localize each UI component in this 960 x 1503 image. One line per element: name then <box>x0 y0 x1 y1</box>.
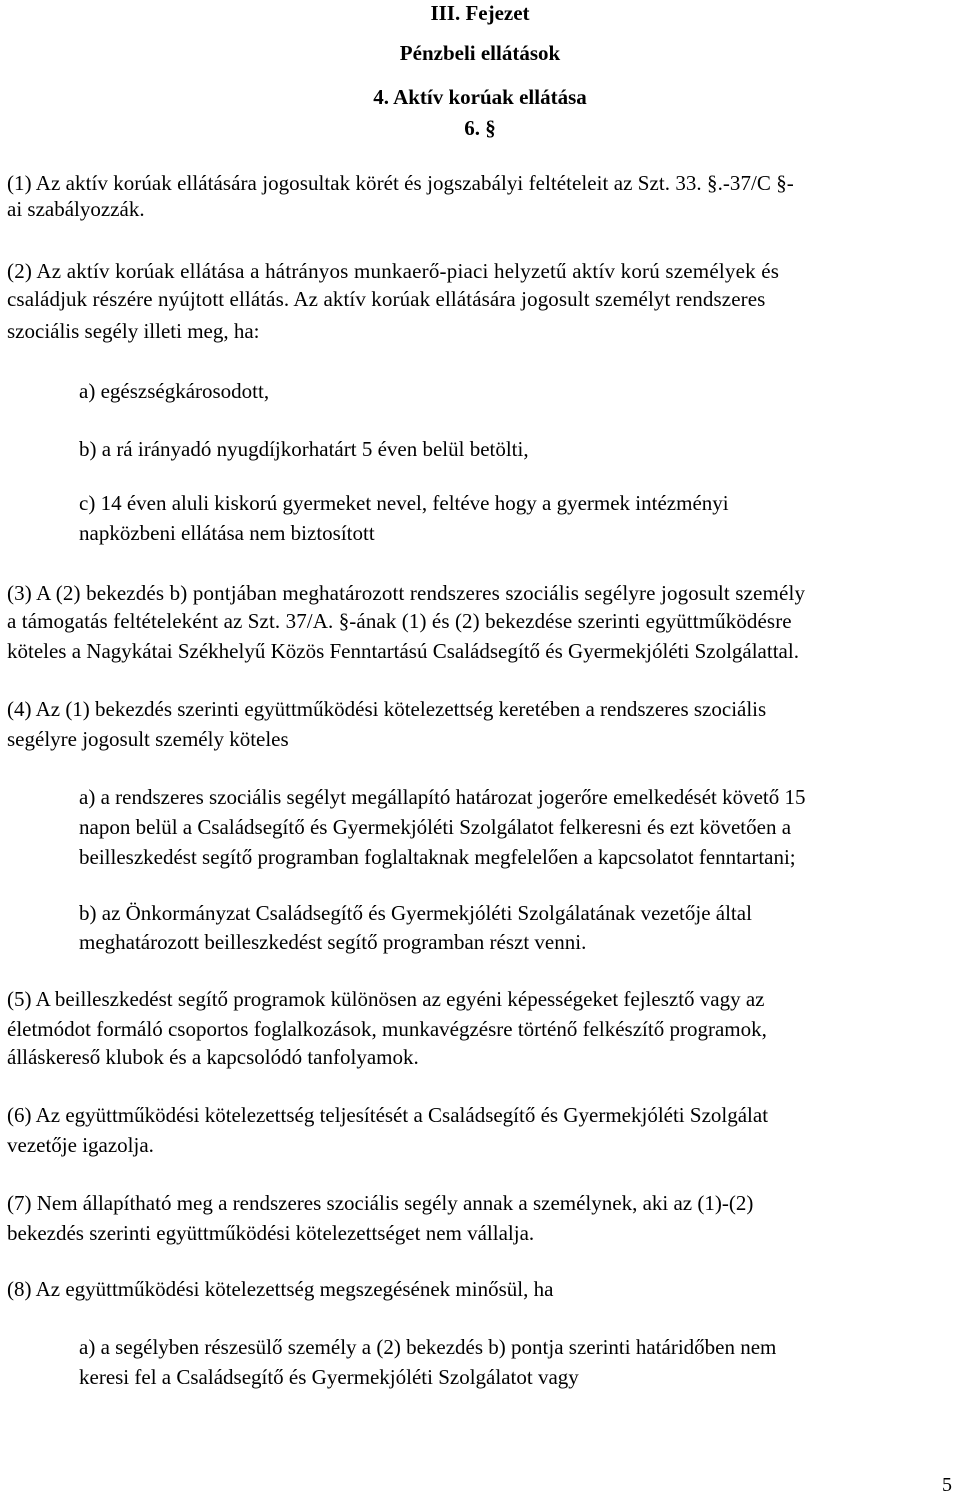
paragraph-4b-line-2: meghatározott beilleszkedést segítő programban részt venni. <box>79 930 587 954</box>
section-number: 6. § <box>464 116 496 140</box>
paragraph-3-line-2: a támogatás feltételeként az Szt. 37/A. §-ának (1) és (2) bekezdése szerinti együttműködésre <box>7 609 792 633</box>
paragraph-4-line-1: (4) Az (1) bekezdés szerinti együttműködési kötelezettség keretében a rendszeres szociális <box>7 697 767 721</box>
paragraph-2c-line-1: c) 14 éven aluli kiskorú gyermeket nevel, feltéve hogy a gyermek intézményi <box>79 491 729 515</box>
paragraph-1-line-1: (1) Az aktív korúak ellátására jogosultak körét és jogszabályi feltételeit az Szt. 33. §.-37/C §- <box>7 171 794 195</box>
page-number: 5 <box>942 1474 952 1496</box>
chapter-heading: III. Fejezet <box>430 1 530 25</box>
section-subtitle: 4. Aktív korúak ellátása <box>373 85 587 109</box>
paragraph-5-line-1: (5) A beilleszkedést segítő programok különösen az egyéni képességeket fejlesztő vagy az <box>7 987 765 1011</box>
paragraph-7-line-1: (7) Nem állapítható meg a rendszeres szociális segély annak a személynek, aki az (1)-(2) <box>7 1191 754 1215</box>
paragraph-8a-line-2: keresi fel a Családsegítő és Gyermekjóléti Szolgálatot vagy <box>79 1365 579 1389</box>
paragraph-2c-line-2: napközbeni ellátása nem biztosított <box>79 521 375 545</box>
paragraph-4-line-2: segélyre jogosult személy köteles <box>7 727 289 751</box>
paragraph-5-line-3: álláskereső klubok és a kapcsolódó tanfolyamok. <box>7 1045 419 1069</box>
paragraph-4b-line-1: b) az Önkormányzat Családsegítő és Gyermekjóléti Szolgálatának vezetője által <box>79 901 752 925</box>
paragraph-2-line-3: szociális segély illeti meg, ha: <box>7 319 260 343</box>
paragraph-8: (8) Az együttműködési kötelezettség megszegésének minősül, ha <box>7 1277 554 1301</box>
paragraph-2-line-2: családjuk részére nyújtott ellátás. Az aktív korúak ellátására jogosult személyt rendszeres <box>7 287 766 311</box>
paragraph-2a: a) egészségkárosodott, <box>79 379 270 403</box>
paragraph-3-line-1: (3) A (2) bekezdés b) pontjában meghatározott rendszeres szociális segélyre jogosult személy <box>7 581 806 605</box>
paragraph-4a-line-3: beilleszkedést segítő programban foglaltaknak megfelelően a kapcsolatot fenntartani; <box>79 845 796 869</box>
paragraph-3-line-3: köteles a Nagykátai Székhelyű Közös Fenntartású Családsegítő és Gyermekjóléti Szolgálattal. <box>7 639 799 663</box>
paragraph-2-line-1: (2) Az aktív korúak ellátása a hátrányos munkaerő-piaci helyzetű aktív korú személyek és <box>7 259 780 283</box>
paragraph-7-line-2: bekezdés szerinti együttműködési kötelezettséget nem vállalja. <box>7 1221 535 1245</box>
paragraph-4a-line-1: a) a rendszeres szociális segélyt megállapító határozat jogerőre emelkedését követő 15 <box>79 785 806 809</box>
paragraph-6-line-2: vezetője igazolja. <box>7 1133 154 1157</box>
paragraph-1-line-2: ai szabályozzák. <box>7 197 145 221</box>
paragraph-5-line-2: életmódot formáló csoportos foglalkozások, munkavégzésre történő felkészítő programok, <box>7 1017 767 1041</box>
paragraph-2b: b) a rá irányadó nyugdíjkorhatárt 5 éven belül betölti, <box>79 437 529 461</box>
paragraph-6-line-1: (6) Az együttműködési kötelezettség teljesítését a Családsegítő és Gyermekjóléti Szolgálat <box>7 1103 769 1127</box>
paragraph-4a-line-2: napon belül a Családsegítő és Gyermekjóléti Szolgálatot felkeresni és ezt követően a <box>79 815 792 839</box>
paragraph-8a-line-1: a) a segélyben részesülő személy a (2) bekezdés b) pontja szerinti határidőben nem <box>79 1335 777 1359</box>
chapter-title: Pénzbeli ellátások <box>399 41 561 65</box>
